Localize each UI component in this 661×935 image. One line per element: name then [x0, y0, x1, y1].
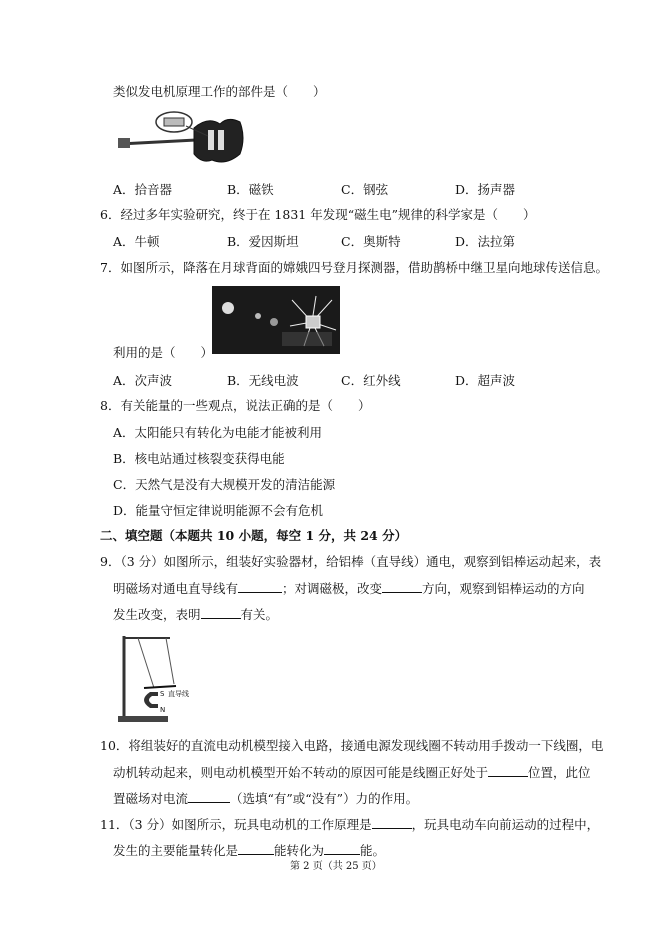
q8-option-d: D．能量守恒定律说明能源不会有危机 [113, 503, 324, 518]
q11-blank-1[interactable] [372, 816, 412, 829]
q10-l2a: 动机转动起来，则电动机模型开始不转动的原因可能是线圈正好处于 [113, 765, 489, 780]
q11-l1a: 11．（3 分）如图所示，玩具电动机的工作原理是 [100, 817, 372, 832]
q9-blank-1[interactable] [238, 580, 282, 593]
q9-l2a: 明磁场对通电直导线有 [113, 581, 239, 596]
q7-option-b: B．无线电波 [227, 373, 299, 388]
label-wire: 直导线 [168, 690, 189, 698]
q9-blank-2[interactable] [382, 580, 422, 593]
q8-option-b: B．核电站通过核裂变获得电能 [113, 451, 285, 466]
guitar-figure [116, 108, 248, 172]
q9-l2c: 方向，观察到铝棒运动的方向 [422, 581, 585, 596]
q10-line-1: 10．将组装好的直流电动机模型接入电路，接通电源发现线圈不转动用手拨动一下线圈，电 [100, 738, 604, 753]
stand-base [118, 716, 168, 722]
q11-l2a: 发生的主要能量转化是 [113, 843, 239, 858]
q9-l2b: ；对调磁极，改变 [282, 581, 383, 596]
q9-l3b: 有关。 [240, 607, 279, 622]
relay-satellite-icon [255, 313, 261, 319]
q10-blank-1[interactable] [488, 764, 528, 777]
q7-stem: 7．如图所示，降落在月球背面的嫦娥四号登月探测器，借助鹊桥中继卫星向地球传送信息。 [100, 260, 608, 275]
q10-line-3 [113, 790, 418, 807]
q5-option-a: A．拾音器 [113, 182, 173, 197]
earth-icon [222, 302, 234, 314]
q11-l2b: 能转化为 [274, 843, 325, 858]
q11-line-1 [100, 816, 599, 833]
pickup-1 [208, 130, 214, 150]
q5-stem-tail: 类似发电机原理工作的部件是（ ） [113, 84, 326, 99]
q5-option-d: D．扬声器 [455, 182, 516, 197]
q8-stem: 8．有关能量的一些观点，说法正确的是（ ） [100, 398, 371, 413]
moon-icon [270, 318, 278, 326]
q7-option-c: C．红外线 [341, 373, 401, 388]
q9-blank-3[interactable] [201, 606, 241, 619]
chang-e-relay-figure [212, 286, 340, 354]
q8-option-c: C．天然气是没有大规模开发的清洁能源 [113, 477, 336, 492]
q10-l2b: 位置，此位 [528, 765, 591, 780]
q9-l3a: 发生改变，表明 [113, 607, 201, 622]
q6-stem: 6．经过多年实验研究，终于在 1831 年发现“磁生电”规律的科学家是（ ） [100, 207, 536, 222]
q9-line-3 [113, 606, 278, 623]
q11-l2c: 能。 [360, 843, 386, 858]
label-s: S [160, 690, 165, 698]
q6-option-d: D．法拉第 [455, 234, 516, 249]
q11-blank-3[interactable] [324, 842, 360, 855]
pickup-2 [218, 130, 224, 150]
page-footer: 第 2 页（共 25 页） [290, 861, 382, 872]
q9-line-1: 9．（3 分）如图所示，组装好实验器材，给铝棒（直导线）通电，观察到铝棒运动起来，表 [100, 554, 602, 569]
q5-option-c: C．钢弦 [341, 182, 389, 197]
q10-l3b: （选填“有”或“没有”）力的作用。 [230, 791, 419, 806]
q11-blank-2[interactable] [238, 842, 274, 855]
q6-option-b: B．爱因斯坦 [227, 234, 299, 249]
q5-option-b: B．磁铁 [227, 182, 274, 197]
q7-option-a: A．次声波 [113, 373, 173, 388]
guitar-head [118, 138, 130, 148]
magnet-wire-apparatus-figure [114, 630, 194, 726]
q8-option-a: A．太阳能只有转化为电能才能被利用 [113, 425, 323, 440]
q11-l1b: ，玩具电动车向前运动的过程中， [411, 817, 600, 832]
q6-option-c: C．奥斯特 [341, 234, 401, 249]
q10-line-2 [113, 764, 591, 781]
q10-l3a: 置磁场对电流 [113, 791, 189, 806]
q7-stem-tail: 利用的是（ ） [113, 345, 214, 360]
section2-heading: 二、填空题（本题共 10 小题，每空 1 分，共 24 分） [100, 528, 408, 543]
label-n: N [160, 706, 166, 714]
q7-option-d: D．超声波 [455, 373, 516, 388]
q10-blank-2[interactable] [188, 790, 230, 803]
q6-option-a: A．牛顿 [113, 234, 160, 249]
q9-line-2 [113, 580, 585, 597]
